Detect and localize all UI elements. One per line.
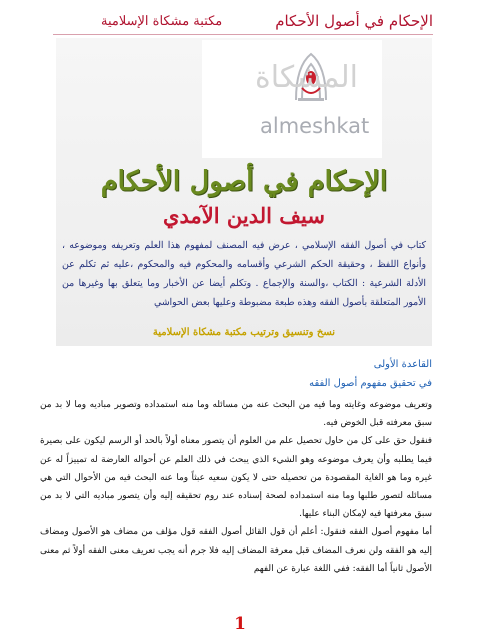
header-book-title: الإحكام في أصول الأحكام — [275, 12, 433, 30]
subsection-title: في تحقيق مفهوم أصول الفقه — [309, 378, 432, 389]
logo-latin-text: almeshkat — [260, 114, 370, 138]
logo-arabic-text: المشكاة — [255, 60, 359, 95]
publisher-note: نسخ وتنسيق وترتيب مكتبة مشكاة الإسلامية — [152, 327, 336, 338]
section-title: القاعدة الأولى — [373, 359, 432, 370]
paragraph: وتعريف موضوعه وغايته وما فيه من البحث عنه من مسائله وما منه استمداده وتصوير مباديه وما لا بد من سبق معرفته قبل الخوض فيه. — [40, 400, 432, 429]
book-description: كتاب في أصول الفقه الإسلامي ، عرض فيه المصنف لمفهوم هذا العلم وتعريفه وموضوعه ، وأنواع اللفظ ، وحقيقة الحكم الشرعي وأقسامه والمحكوم فيه والمحكوم ،عليه ثم تكلم عن الأدلة الشرعية : الكتاب ،والسنة والإجماع . وتكلم أيضا عن الأخبار وما يتعلق بها وغيرها من الأمور المتعلقة بأصول الفقه وهذه طبعة مضبوطة وعليها بعض الحواشي — [62, 240, 426, 308]
book-title: الإحكام في أصول الأحكام — [100, 166, 388, 197]
header-library-name: مكتبة مشكاة الإسلامية — [101, 14, 223, 29]
header-divider — [53, 34, 433, 35]
page-number: 1 — [234, 614, 246, 634]
body-text — [40, 396, 432, 578]
author-name: سيف الدين الآمدي — [163, 203, 325, 228]
paragraph: فنقول حق على كل من حاول تحصيل علم من العلوم أن يتصور معناه أولاً بالحد أو الرسم ليكون على بصيرة فيما يطلبه وأن يعرف موضوعه وهو الشيء الذي يبحث في ذلك العلم عن أحواله العارضة له تمييزاً له عن غيره وما هو الغاية المقصودة من تحصيله حتى لا يكون سعيه عبثاً وما عنه البحث فيه من الأحوال التي هي مسائله لتصور طلبها وما منه استمداده لصحة إسناده عند روم تحقيقه إليه وأن يتصور مباديه التي لا بد من سبق معرفتها فيه لإمكان البناء عليها. — [40, 436, 432, 520]
paragraph: أما مفهوم أصول الفقه فنقول: أعلم أن قول القائل أصول الفقه قول مؤلف من مضاف هو الأصول ومضاف إليه هو الفقه ولن نعرف المضاف قبل معرفة المضاف إليه فلا جرم أنه يجب تعريف معنى الفقه أولاً ثم معنى الأصول ثانياً أما الفقه: ففي اللغة عبارة عن الفهم — [40, 527, 432, 574]
running-header — [53, 10, 433, 36]
